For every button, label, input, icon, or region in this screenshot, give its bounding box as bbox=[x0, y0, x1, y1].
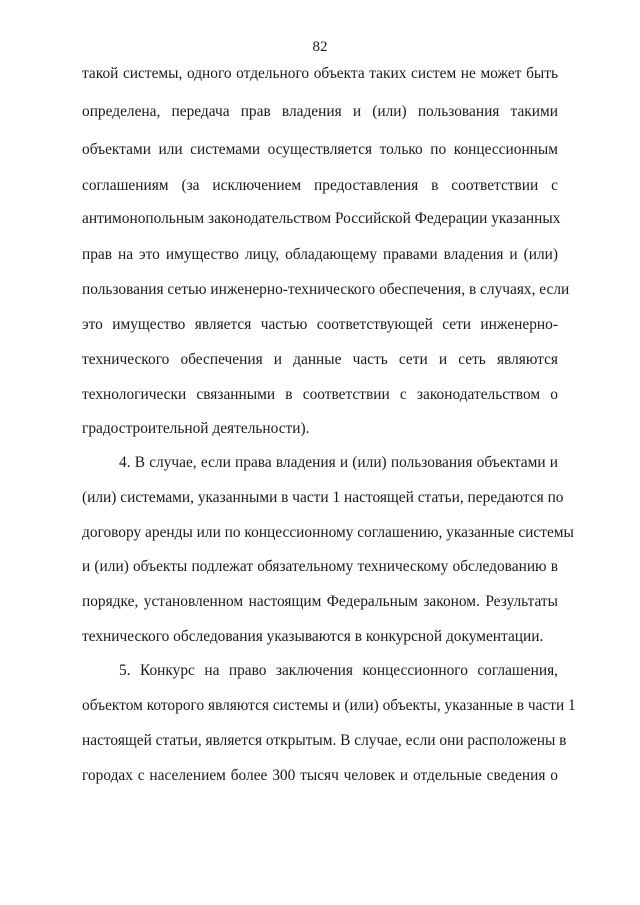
text-line: настоящей статьи, является открытым. В случае, если они расположены в bbox=[82, 732, 567, 749]
text-line: объектами или системами осуществляется только по концессионным bbox=[82, 141, 558, 158]
text-line: технологически связанными в соответствии с законодательством о bbox=[82, 386, 558, 403]
text-line: прав на это имущество лицу, обладающему правами владения и (или) bbox=[82, 246, 558, 263]
text-line: градостроительной деятельности). bbox=[82, 420, 310, 437]
text-line: пользования сетью инженерно-технического обеспечения, в случаях, если bbox=[82, 281, 570, 298]
text-line: городах с населением более 300 тысяч человек и отдельные сведения о bbox=[82, 767, 558, 784]
text-line: соглашениям (за исключением предоставления в соответствии с bbox=[82, 177, 558, 194]
page-number: 82 bbox=[312, 39, 328, 55]
text-line: это имущество является частью соответствующей сети инженерно- bbox=[82, 316, 558, 333]
text-line: и (или) объекты подлежат обязательному техническому обследованию в bbox=[82, 558, 558, 575]
text-line: 4. В случае, если права владения и (или) пользования объектами и bbox=[119, 454, 558, 471]
text-line: антимонопольным законодательством Российской Федерации указанных bbox=[82, 210, 561, 227]
text-line: технического обеспечения и данные часть сети и сеть являются bbox=[82, 351, 558, 368]
text-line: (или) системами, указанными в части 1 настоящей статьи, передаются по bbox=[82, 489, 564, 506]
text-line: определена, передача прав владения и (или) пользования такими bbox=[82, 103, 558, 120]
text-line: такой системы, одного отдельного объекта таких систем не может быть bbox=[82, 65, 558, 82]
text-line: технического обследования указываются в конкурсной документации. bbox=[82, 628, 544, 645]
text-line: объектом которого являются системы и (или) объекты, указанные в части 1 bbox=[82, 697, 576, 714]
text-line: договору аренды или по концессионному соглашению, указанные системы bbox=[82, 524, 574, 541]
text-line: 5. Конкурс на право заключения концессионного соглашения, bbox=[119, 662, 558, 679]
text-line: порядке, установленном настоящим Федеральным законом. Результаты bbox=[82, 593, 558, 610]
